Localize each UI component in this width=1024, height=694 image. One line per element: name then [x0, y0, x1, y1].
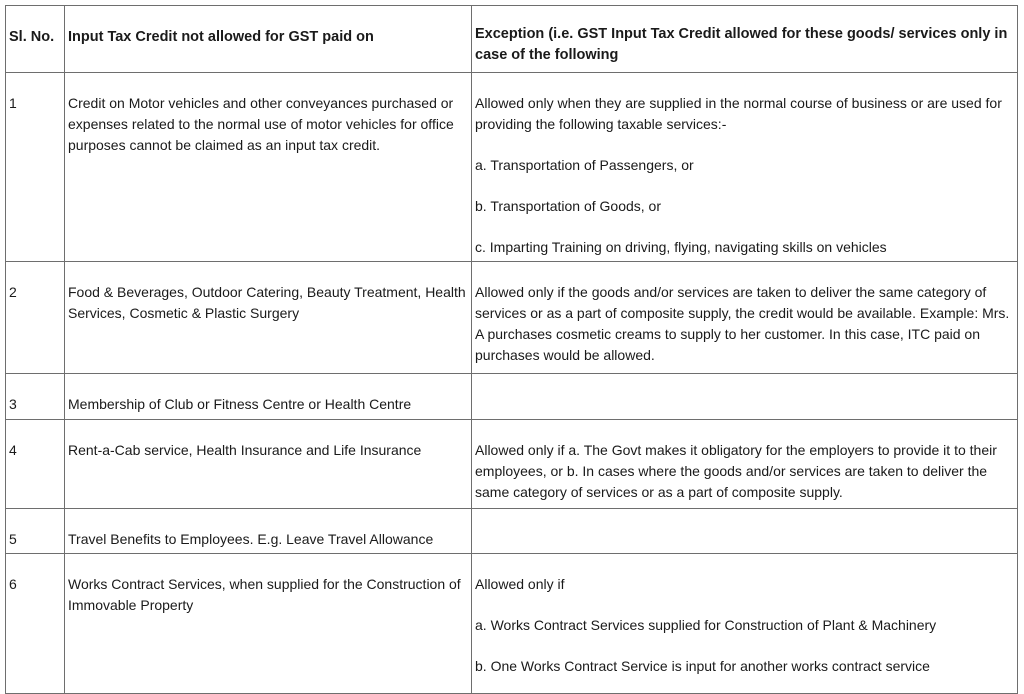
- table-row: [6, 509, 1018, 554]
- row-number: 3: [6, 374, 65, 420]
- exception-paragraph: Allowed only if: [475, 576, 565, 592]
- exception-paragraph: Allowed only when they are supplied in the normal course of business or are used for providing the following taxable services:-: [475, 95, 1002, 132]
- exception-paragraph: b. One Works Contract Service is input for another works contract service: [475, 658, 930, 674]
- row-item: Membership of Club or Fitness Centre or Health Centre: [65, 374, 472, 420]
- row-item: Food & Beverages, Outdoor Catering, Beauty Treatment, Health Services, Cosmetic & Plastic Surgery: [65, 262, 472, 374]
- table-row: [6, 262, 1018, 374]
- row-number: 4: [6, 420, 65, 509]
- row-number: 2: [6, 262, 65, 374]
- header-not-allowed: Input Tax Credit not allowed for GST paid on: [65, 6, 472, 73]
- itc-table: [5, 5, 1018, 694]
- exception-paragraph: a. Works Contract Services supplied for Construction of Plant & Machinery: [475, 617, 937, 633]
- row-number: 1: [6, 73, 65, 262]
- exception-paragraph: a. Transportation of Passengers, or: [475, 157, 694, 173]
- row-exception: [472, 554, 1018, 694]
- exception-paragraph: b. Transportation of Goods, or: [475, 198, 661, 214]
- row-item: Credit on Motor vehicles and other conveyances purchased or expenses related to the normal use of motor vehicles for office purposes cannot be claimed as an input tax credit.: [65, 73, 472, 262]
- row-number: 5: [6, 509, 65, 554]
- row-exception: [472, 374, 1018, 420]
- row-item: Rent-a-Cab service, Health Insurance and Life Insurance: [65, 420, 472, 509]
- table-row: [6, 554, 1018, 694]
- table-row: [6, 73, 1018, 262]
- table-row: [6, 420, 1018, 509]
- table-header-row: [6, 6, 1018, 73]
- row-exception: Allowed only if the goods and/or services are taken to deliver the same category of services or as a part of composite supply, the credit would be available. Example: Mrs. A purchases cosmetic creams to supply to her customer. In this case, ITC paid on purchases would be allowed.: [472, 262, 1018, 374]
- exception-paragraph: c. Imparting Training on driving, flying, navigating skills on vehicles: [475, 239, 887, 255]
- table-row: [6, 374, 1018, 420]
- row-exception: [472, 73, 1018, 262]
- row-exception: Allowed only if a. The Govt makes it obligatory for the employers to provide it to their employees, or b. In cases where the goods and/or services are taken to deliver the same category of services or as a part of composite supply.: [472, 420, 1018, 509]
- row-exception: [472, 509, 1018, 554]
- header-sl-no: Sl. No.: [6, 6, 65, 73]
- row-item: Works Contract Services, when supplied for the Construction of Immovable Property: [65, 554, 472, 694]
- row-item: Travel Benefits to Employees. E.g. Leave Travel Allowance: [65, 509, 472, 554]
- row-number: 6: [6, 554, 65, 694]
- header-exception: Exception (i.e. GST Input Tax Credit allowed for these goods/ services only in case of the following: [472, 6, 1018, 73]
